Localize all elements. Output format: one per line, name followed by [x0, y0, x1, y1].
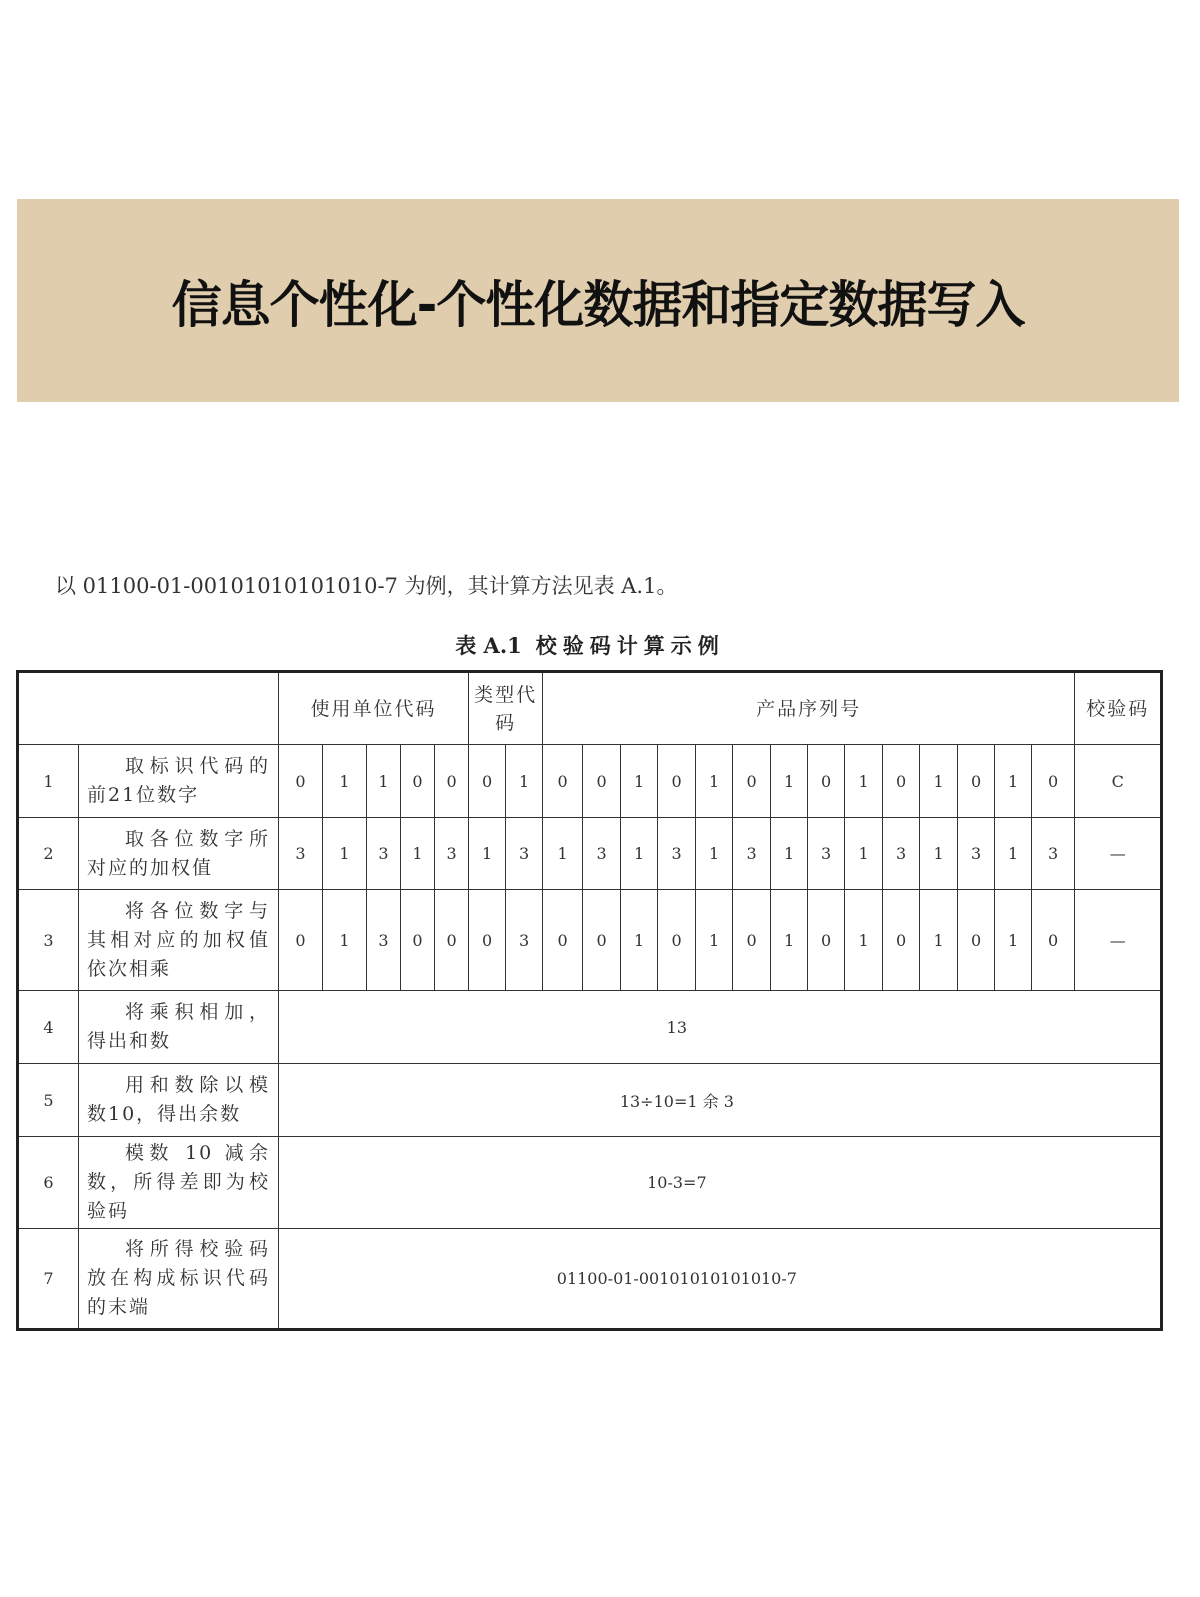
digit-cell: 3 — [279, 818, 323, 890]
header-unit-code: 使用单位代码 — [279, 672, 469, 745]
step-description — [79, 1137, 279, 1229]
digit-cell: 1 — [845, 890, 883, 991]
digit-cell: 1 — [845, 745, 883, 818]
header-blank-cell — [18, 672, 279, 745]
header-type-code: 类型代码 — [469, 672, 543, 745]
step-description — [79, 890, 279, 991]
step-description-text: 将所得校验码放在构成标识代码的末端 — [87, 1238, 270, 1318]
digit-cell: 3 — [506, 818, 543, 890]
table-row — [18, 745, 1162, 818]
digit-cell: 0 — [883, 890, 920, 991]
digit-cell: 1 — [995, 818, 1032, 890]
digit-cell: 0 — [543, 890, 583, 991]
digit-cell: 0 — [1032, 745, 1075, 818]
table-caption-title: 校验码计算示例 — [535, 633, 725, 658]
digit-cell: 3 — [435, 818, 469, 890]
digit-cell: 3 — [883, 818, 920, 890]
digit-cell: 0 — [733, 890, 771, 991]
digit-cell: 1 — [323, 745, 367, 818]
row-number: 4 — [18, 991, 79, 1064]
row-number: 1 — [18, 745, 79, 818]
digit-cell: 1 — [323, 818, 367, 890]
table-row — [18, 890, 1162, 991]
header-check-code: 校验码 — [1075, 672, 1162, 745]
digit-cell: 1 — [543, 818, 583, 890]
result-value-cell: 01100-01-00101010101010-7 — [279, 1229, 1075, 1330]
digit-cell: 0 — [279, 745, 323, 818]
digit-cell: 0 — [808, 745, 845, 818]
row-number: 7 — [18, 1229, 79, 1330]
check-code-cell: — — [1075, 818, 1162, 890]
digit-cell: 0 — [883, 745, 920, 818]
digit-cell: 3 — [506, 890, 543, 991]
step-description-text: 将各位数字与其相对应的加权值依次相乘 — [87, 899, 270, 980]
step-description-text: 模数 10 减余数，所得差即为校验码 — [87, 1142, 270, 1222]
digit-cell: 0 — [658, 745, 696, 818]
digit-cell: 0 — [435, 890, 469, 991]
digit-cell: 1 — [845, 818, 883, 890]
digit-cell: 0 — [401, 745, 435, 818]
check-code-cell: — — [1075, 890, 1162, 991]
step-description — [79, 1229, 279, 1330]
digit-cell: 1 — [771, 818, 808, 890]
digit-cell: 3 — [733, 818, 771, 890]
empty-check-cell — [1075, 1064, 1162, 1137]
digit-cell: 3 — [367, 890, 401, 991]
digit-cell: 0 — [958, 890, 995, 991]
check-code-cell: C — [1075, 745, 1162, 818]
digit-cell: 1 — [621, 890, 658, 991]
table-row — [18, 1229, 1162, 1330]
result-value-cell: 13 — [279, 991, 1075, 1064]
digit-cell: 0 — [658, 890, 696, 991]
result-value-cell: 10-3=7 — [279, 1137, 1075, 1229]
digit-cell: 1 — [920, 818, 958, 890]
digit-cell: 1 — [367, 745, 401, 818]
table-row — [18, 818, 1162, 890]
digit-cell: 1 — [995, 745, 1032, 818]
digit-cell: 3 — [958, 818, 995, 890]
digit-cell: 1 — [920, 745, 958, 818]
empty-check-cell — [1075, 991, 1162, 1064]
result-value-cell: 13÷10=1 余 3 — [279, 1064, 1075, 1137]
digit-cell: 0 — [583, 890, 621, 991]
digit-cell: 0 — [1032, 890, 1075, 991]
table-row — [18, 1064, 1162, 1137]
row-number: 3 — [18, 890, 79, 991]
digit-cell: 0 — [583, 745, 621, 818]
step-description — [79, 1064, 279, 1137]
digit-cell: 1 — [771, 745, 808, 818]
digit-cell: 3 — [367, 818, 401, 890]
row-number: 5 — [18, 1064, 79, 1137]
digit-cell: 0 — [733, 745, 771, 818]
title-banner — [17, 199, 1179, 402]
empty-check-cell — [1075, 1229, 1162, 1330]
digit-cell: 1 — [401, 818, 435, 890]
table-header-row — [18, 672, 1162, 745]
digit-cell: 3 — [808, 818, 845, 890]
table-caption-label: 表 A.1 — [455, 633, 522, 658]
check-code-table — [16, 670, 1163, 1331]
digit-cell: 1 — [621, 818, 658, 890]
digit-cell: 3 — [1032, 818, 1075, 890]
step-description — [79, 745, 279, 818]
row-number: 6 — [18, 1137, 79, 1229]
digit-cell: 3 — [658, 818, 696, 890]
digit-cell: 1 — [696, 890, 733, 991]
digit-cell: 1 — [771, 890, 808, 991]
table-row — [18, 991, 1162, 1064]
digit-cell: 0 — [401, 890, 435, 991]
empty-check-cell — [1075, 1137, 1162, 1229]
intro-text: 以 01100-01-00101010101010-7 为例，其计算方法见表 A.1。 — [55, 574, 678, 598]
digit-cell: 0 — [279, 890, 323, 991]
table-row — [18, 1137, 1162, 1229]
digit-cell: 0 — [435, 745, 469, 818]
digit-cell: 0 — [808, 890, 845, 991]
step-description — [79, 991, 279, 1064]
step-description-text: 取标识代码的前21位数字 — [87, 755, 270, 806]
digit-cell: 1 — [995, 890, 1032, 991]
step-description-text: 取各位数字所对应的加权值 — [87, 827, 270, 879]
page-title: 信息个性化-个性化数据和指定数据写入 — [171, 275, 1025, 334]
digit-cell: 1 — [696, 818, 733, 890]
digit-cell: 0 — [543, 745, 583, 818]
digit-cell: 1 — [323, 890, 367, 991]
check-code-table-wrapper — [16, 670, 1159, 1331]
digit-cell: 1 — [469, 818, 506, 890]
table-caption — [0, 630, 1180, 660]
digit-cell: 0 — [958, 745, 995, 818]
digit-cell: 1 — [506, 745, 543, 818]
step-description-text: 将乘积相加，得出和数 — [87, 1001, 270, 1052]
digit-cell: 3 — [583, 818, 621, 890]
header-serial: 产品序列号 — [543, 672, 1075, 745]
digit-cell: 0 — [469, 745, 506, 818]
step-description-text: 用和数除以模数10，得出余数 — [87, 1074, 270, 1125]
digit-cell: 1 — [621, 745, 658, 818]
row-number: 2 — [18, 818, 79, 890]
digit-cell: 1 — [920, 890, 958, 991]
digit-cell: 1 — [696, 745, 733, 818]
digit-cell: 0 — [469, 890, 506, 991]
step-description — [79, 818, 279, 890]
